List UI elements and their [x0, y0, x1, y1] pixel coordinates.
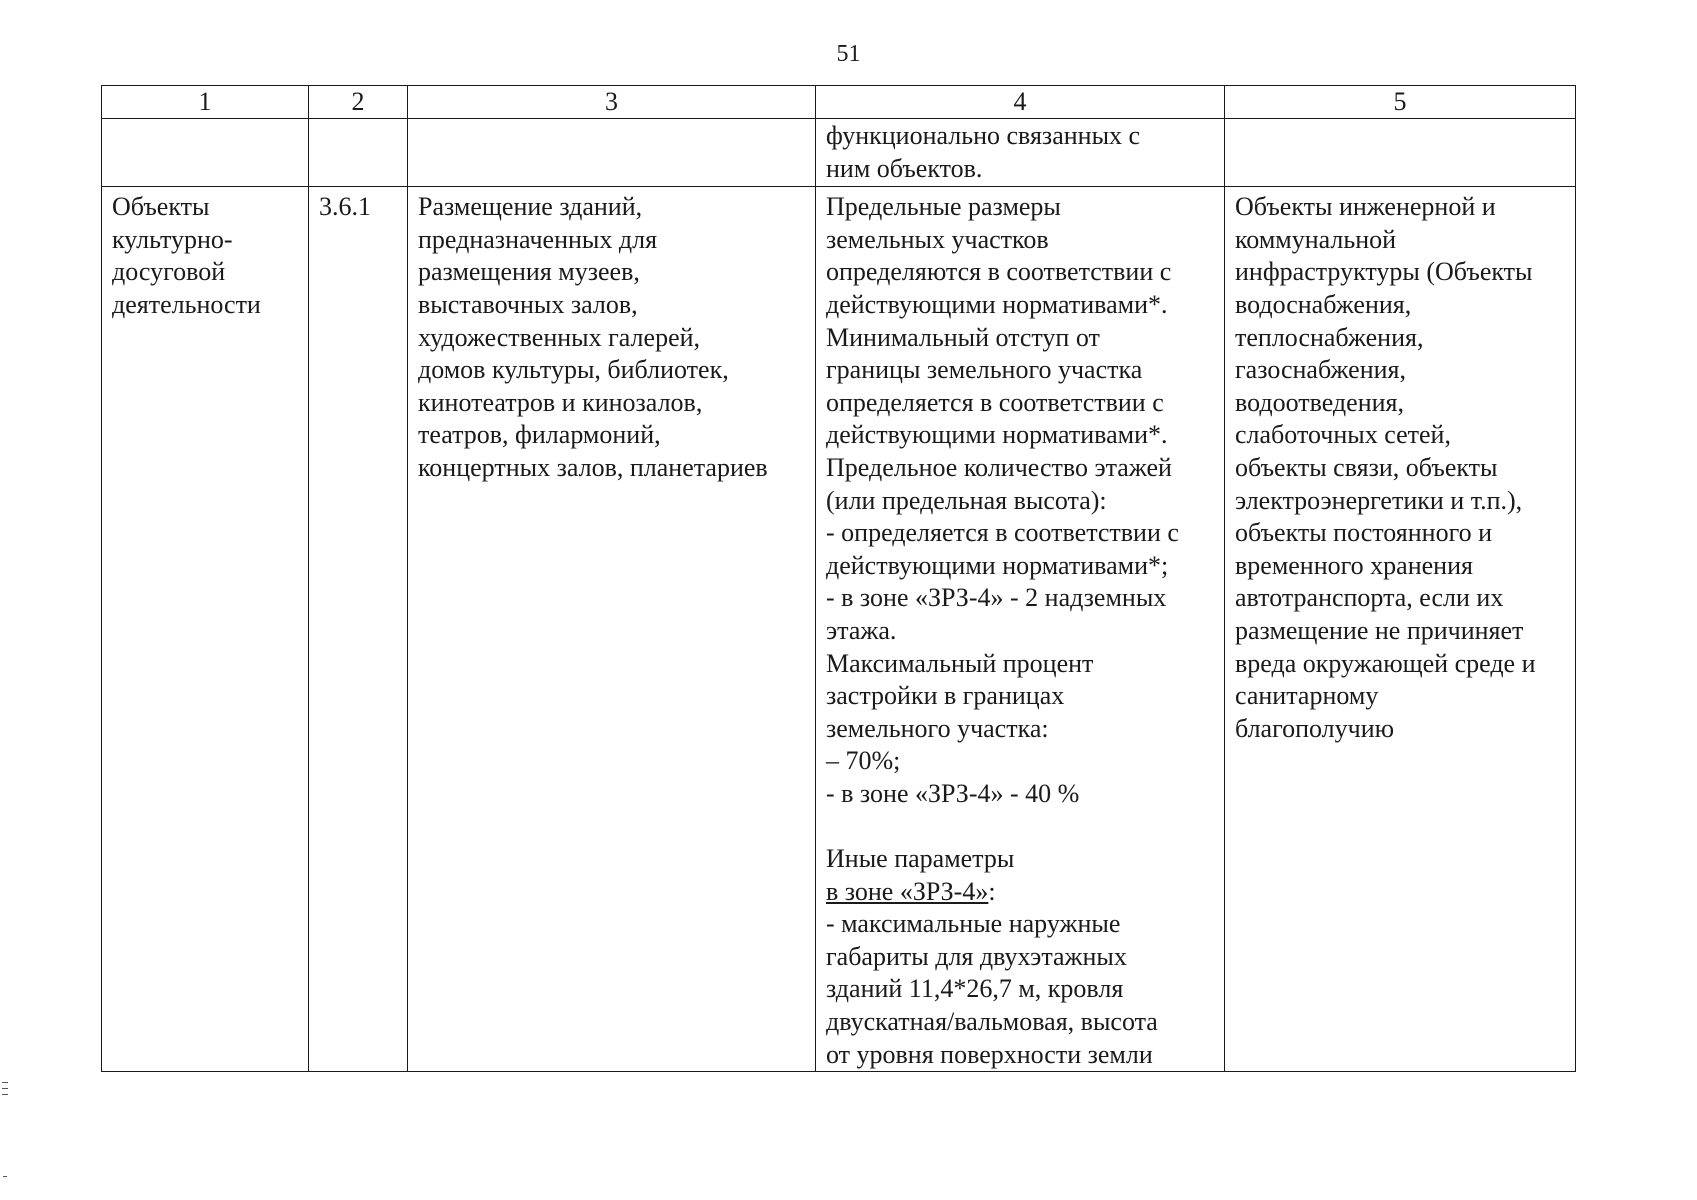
use-type-name-cell [102, 187, 309, 1072]
cell-text-line: электроэнергетики и т.п.), [1235, 485, 1523, 515]
table-row [102, 187, 1576, 1072]
cell-text-line: автотранспорта, если их [1235, 583, 1504, 613]
table-cell [408, 119, 816, 187]
cell-text-line: действующими нормативами*; [826, 550, 1169, 580]
cell-text-line: Максимальный процент [826, 648, 1094, 678]
cell-text-line: 3.6.1 [319, 192, 371, 222]
cell-text-line: вреда окружающей среде и [1235, 648, 1536, 678]
column-header: 5 [1225, 86, 1576, 119]
cell-text-line: санитарному [1235, 681, 1379, 711]
cell-text-line: благополучию [1235, 713, 1395, 743]
zoning-regulations-table [101, 85, 1576, 1072]
cell-text-line: предназначенных для [418, 224, 658, 254]
column-number-row [102, 86, 1576, 119]
cell-text-line: деятельности [112, 289, 261, 319]
cell-text-line: земельных участков [826, 224, 1049, 254]
cell-text-line: Объекты инженерной и [1235, 192, 1496, 222]
cell-text-line: газоснабжения, [1235, 355, 1406, 385]
cell-text-line: художественных галерей, [418, 322, 701, 352]
scan-artifact [2, 1088, 8, 1089]
cell-text-line: Размещение зданий, [418, 192, 643, 222]
cell-text-line: зданий 11,4*26,7 м, кровля [826, 974, 1124, 1004]
table-cell [102, 119, 309, 187]
cell-text-line: функционально связанных с [826, 121, 1141, 150]
page-number: 51 [836, 41, 861, 67]
cell-text-line: действующими нормативами*. [826, 420, 1168, 450]
cell-text-line: теплоснабжения, [1235, 322, 1424, 352]
cell-text-line: от уровня поверхности земли [826, 1039, 1153, 1069]
cell-text-line: культурно- [112, 224, 233, 254]
column-header: 2 [309, 86, 408, 119]
cell-text-line: ним объектов. [826, 153, 983, 183]
cell-text-line: габариты для двухэтажных [826, 941, 1127, 971]
cell-text-line: Минимальный отступ от [826, 322, 1100, 352]
cell-text-line: действующими нормативами*. [826, 289, 1168, 319]
cell-text-line: досуговой [112, 257, 226, 287]
cell-text-line: водоснабжения, [1235, 289, 1412, 319]
use-type-code-cell [309, 187, 408, 1072]
cell-text-line: объекты связи, объекты [1235, 452, 1498, 482]
zone-heading-line [826, 876, 1214, 909]
cell-text-line: границы земельного участка [826, 355, 1143, 385]
cell-text-line: кинотеатров и кинозалов, [418, 387, 703, 417]
zone-name-suffix: : [988, 876, 996, 906]
cell-text-line: - определяется в соответствии с [826, 518, 1179, 548]
cell-text-line: (или предельная высота): [826, 485, 1107, 515]
cell-text-line: определяется в соответствии с [826, 387, 1164, 417]
column-header: 4 [816, 86, 1225, 119]
cell-text-line: - максимальные наружные [826, 909, 1121, 939]
cell-text-line: двускатная/вальмовая, высота [826, 1007, 1158, 1037]
parameters-cell [816, 187, 1225, 1072]
cell-text-line: Предельные размеры [826, 192, 1061, 222]
auxiliary-uses-cell [1225, 187, 1576, 1072]
cell-text-line: концертных залов, планетариев [418, 452, 768, 482]
table-cell-parameters-continued [816, 119, 1225, 187]
cell-text-line: объекты постоянного и [1235, 518, 1493, 548]
cell-text-line: водоотведения, [1235, 387, 1404, 417]
cell-text-line: - в зоне «ЗРЗ-4» - 2 надземных [826, 583, 1167, 613]
column-header: 3 [408, 86, 816, 119]
cell-text-line: этажа. [826, 615, 897, 645]
cell-text-line: - в зоне «ЗРЗ-4» - 40 % [826, 778, 1080, 808]
cell-text-line: Иные параметры [826, 844, 1015, 874]
column-header: 1 [102, 86, 309, 119]
blank-line [826, 810, 1214, 843]
cell-text-line: земельного участка: [826, 713, 1049, 743]
zone-name-underlined: в зоне «ЗРЗ-4» [826, 876, 989, 906]
use-description-cell [408, 187, 816, 1072]
cell-text-line: размещения музеев, [418, 257, 640, 287]
table-row-continuation [102, 119, 1576, 187]
cell-text-line: – 70%; [826, 746, 901, 776]
scan-artifact [3, 1176, 7, 1177]
cell-text-line: коммунальной [1235, 224, 1397, 254]
cell-text-line: застройки в границах [826, 681, 1065, 711]
cell-text-line: размещение не причиняет [1235, 615, 1524, 645]
cell-text-line: Объекты [112, 192, 210, 222]
cell-text-line: театров, филармоний, [418, 420, 661, 450]
cell-text-line: временного хранения [1235, 550, 1473, 580]
cell-text-line: Предельное количество этажей [826, 452, 1172, 482]
table-cell [309, 119, 408, 187]
table-cell [1225, 119, 1576, 187]
cell-text-line: выставочных залов, [418, 289, 638, 319]
scan-artifact [2, 1094, 8, 1095]
cell-text-line: определяются в соответствии с [826, 257, 1172, 287]
scan-artifact [2, 1082, 8, 1083]
cell-text-line: слаботочных сетей, [1235, 420, 1451, 450]
cell-text-line: инфраструктуры (Объекты [1235, 257, 1533, 287]
cell-text-line: домов культуры, библиотек, [418, 355, 729, 385]
